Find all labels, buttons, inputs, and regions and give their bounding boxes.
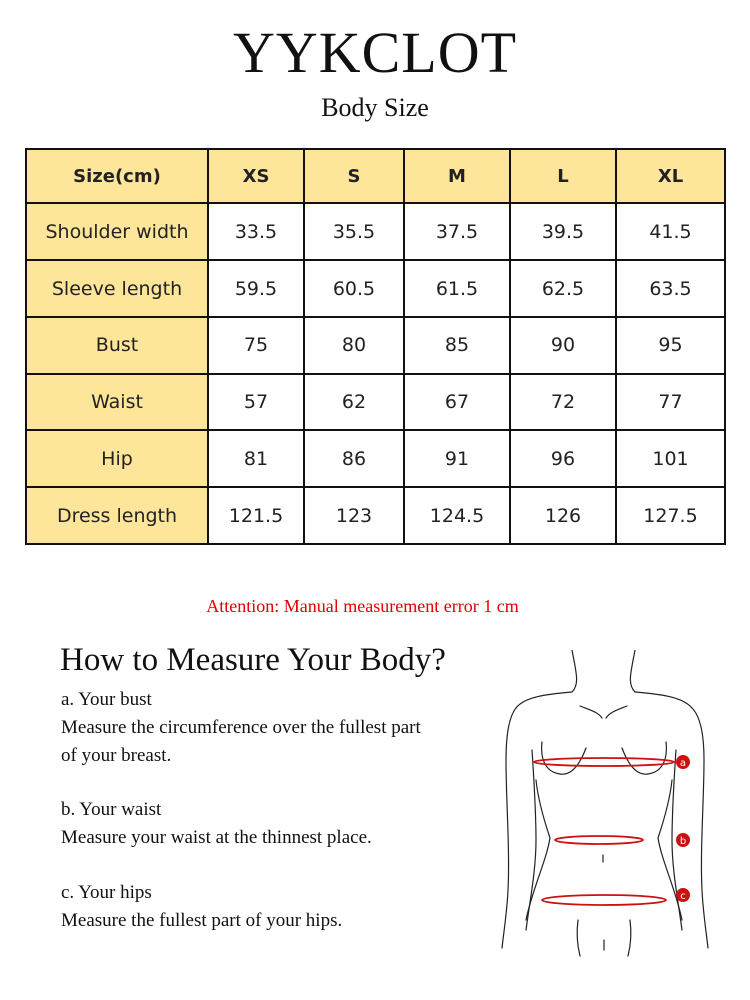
table-row: [26, 374, 725, 431]
hips-heading: c. Your hips: [61, 882, 152, 903]
size-chart-table: [25, 148, 726, 545]
table-cell: 59.5: [208, 260, 304, 317]
page-subtitle: Body Size: [321, 93, 429, 122]
table-cell: 85: [404, 317, 510, 374]
table-cell: 86: [304, 430, 404, 487]
table-header-row: [26, 149, 725, 203]
table-cell: 127.5: [616, 487, 725, 544]
table-cell: 41.5: [616, 203, 725, 260]
table-cell: 60.5: [304, 260, 404, 317]
table-cell: 77: [616, 374, 725, 431]
leg-line: [577, 920, 580, 956]
table-cell: 61.5: [404, 260, 510, 317]
measure-title: How to Measure Your Body?: [60, 642, 446, 678]
table-cell: 62: [304, 374, 404, 431]
table-cell: 124.5: [404, 487, 510, 544]
waist-band: [555, 836, 643, 844]
table-cell: 101: [616, 430, 725, 487]
table-header-cell: Size(cm): [26, 149, 208, 203]
neck-line: [630, 650, 635, 692]
arm-line: [692, 708, 708, 948]
leg-line: [628, 920, 631, 956]
marker-c-label: c: [680, 891, 686, 902]
table-cell: 91: [404, 430, 510, 487]
body-figure: [480, 650, 740, 960]
row-label: Shoulder width: [26, 203, 208, 260]
neck-line: [572, 650, 577, 692]
arm-line: [526, 750, 536, 930]
brand-title: YYKCLOT: [232, 20, 518, 85]
arm-line: [502, 708, 516, 948]
table-cell: 62.5: [510, 260, 616, 317]
collarbone-line: [606, 706, 627, 718]
table-cell: 37.5: [404, 203, 510, 260]
marker-b-label: b: [679, 836, 687, 847]
table-cell: 121.5: [208, 487, 304, 544]
table-cell: 33.5: [208, 203, 304, 260]
table-cell: 123: [304, 487, 404, 544]
table-cell: 35.5: [304, 203, 404, 260]
row-label: Dress length: [26, 487, 208, 544]
marker-a-label: a: [679, 758, 687, 769]
row-label: Waist: [26, 374, 208, 431]
table-cell: 95: [616, 317, 725, 374]
waist-heading: b. Your waist: [61, 799, 162, 820]
table-row: [26, 260, 725, 317]
hips-instruction: [61, 879, 481, 935]
table-row: [26, 203, 725, 260]
table-cell: 39.5: [510, 203, 616, 260]
collarbone-line: [580, 706, 602, 718]
table-cell: 126: [510, 487, 616, 544]
row-label: Hip: [26, 430, 208, 487]
bust-text-line: Measure the circumference over the fullest part: [61, 717, 421, 738]
body-outline-illustration: [480, 650, 740, 960]
bust-band: [534, 758, 674, 766]
attention-note: Attention: Manual measurement error 1 cm: [206, 596, 519, 616]
table-cell: 75: [208, 317, 304, 374]
hips-text-line: Measure the fullest part of your hips.: [61, 910, 343, 931]
table-row: [26, 487, 725, 544]
shoulder-line: [635, 692, 692, 708]
row-label: Bust: [26, 317, 208, 374]
table-header-cell: S: [304, 149, 404, 203]
table-row: [26, 317, 725, 374]
bust-instruction: [61, 686, 481, 770]
table-header-cell: L: [510, 149, 616, 203]
table-cell: 96: [510, 430, 616, 487]
waist-text-line: Measure your waist at the thinnest place.: [61, 827, 372, 848]
table-cell: 80: [304, 317, 404, 374]
table-header-cell: M: [404, 149, 510, 203]
table-row: [26, 430, 725, 487]
bust-text-line: of your breast.: [61, 745, 172, 766]
table-header-cell: XL: [616, 149, 725, 203]
torso-line: [526, 780, 550, 920]
table-cell: 90: [510, 317, 616, 374]
table-cell: 72: [510, 374, 616, 431]
row-label: Sleeve length: [26, 260, 208, 317]
shoulder-line: [516, 692, 572, 708]
table-cell: 67: [404, 374, 510, 431]
table-header-cell: XS: [208, 149, 304, 203]
table-cell: 81: [208, 430, 304, 487]
waist-instruction: [61, 796, 481, 852]
table-cell: 57: [208, 374, 304, 431]
bust-heading: a. Your bust: [61, 689, 152, 710]
table-cell: 63.5: [616, 260, 725, 317]
hip-band: [542, 895, 666, 905]
